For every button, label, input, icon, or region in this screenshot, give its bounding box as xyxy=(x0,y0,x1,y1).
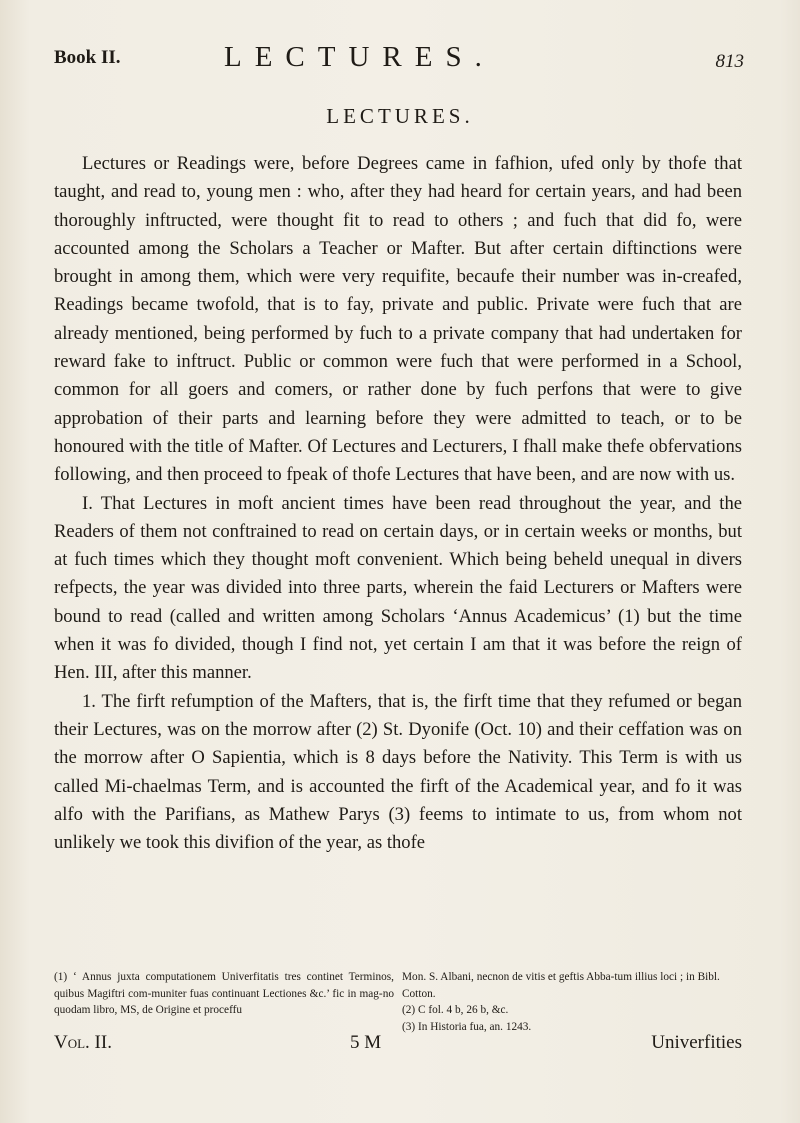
running-title: LECTURES. xyxy=(224,41,495,73)
section-title: LECTURES. xyxy=(326,104,474,128)
footnote-continuation: Mon. S. Albani, necnon de vitis et geftis Abba-tum illius loci ; in Bibl. Cotton. xyxy=(402,971,720,1000)
running-header xyxy=(54,41,744,81)
signature-mark: 5 M xyxy=(350,1032,382,1053)
catchword: Univerfities xyxy=(651,1032,742,1053)
page-number: 813 xyxy=(715,51,744,72)
footnote-left-column: (1) ‘ Annus juxta computationem Univerfitatis tres continet Terminos, quibus Magiftri com-muniter fuas continuant Lectiones &c.’ fic in mag-no quodam libro, MS, de Origine et proceffu xyxy=(54,971,394,1016)
footnote-right-column xyxy=(402,969,742,1035)
body-text xyxy=(54,150,742,857)
footnote-3: (3) In Historia fua, an. 1243. xyxy=(402,1020,532,1033)
paragraph-intro: Lectures or Readings were, before Degrees came in fafhion, ufed only by thofe that taught, and read to, young men : who, after they had heard for certain years, and had been thoroughly inftructed, were thought fit to read to others ; and fuch that did fo, were accounted among the Scholars a Teacher or Mafter. But after certain diftinctions were brought in among them, which were very requifite, becaufe their number was in-creafed, Readings became twofold, that is to fay, private and public. Private were fuch that are already mentioned, being performed by fuch to a private company that had undertaken for reward fake to inftruct. Public or common were fuch that were performed in a School, common for all goers and comers, or rather done by fuch perfons that were to give approbation of their parts and learning before they were admitted to teach, or to be honoured with the title of Mafter. Of Lectures and Lecturers, I fhall make thefe obfervations following, and then proceed to fpeak of thofe Lectures that have been, and are now with us. xyxy=(54,153,742,486)
paragraph-observation-1: I. That Lectures in moft ancient times have been read throughout the year, and the Readers of them not conftrained to read on certain days, or in certain weeks or months, but at fuch times which they thought moft convenient. Which being beheld unequal in divers refpects, the year was divided into three parts, wherein the faid Lecturers or Mafters were bound to read (called and written among Scholars ‘Annus Academicus’ (1) but the time when it was fo divided, though I find not, yet certain I am that it was before the reign of Hen. III, after this manner. xyxy=(54,492,742,684)
book-label: Book II. xyxy=(54,47,121,68)
page-footer xyxy=(54,1032,742,1058)
footnote-2: (2) C fol. 4 b, 26 b, &c. xyxy=(402,1004,509,1016)
paragraph-first-term: 1. The firft refumption of the Mafters, that is, the firft time that they refumed or began their Lectures, was on the morrow after (2) St. Dyonife (Oct. 10) and their ceffation was on the morrow after O Sapientia, which is 8 days before the Nativity. This Term is with us called Mi-chaelmas Term, and is accounted the firft of the Academical year, and fo it was alfo with the Parifians, as Mathew Parys (3) feems to intimate to us, from whom not unlikely we took this divifion of the year, as thofe xyxy=(54,690,742,854)
volume-label: Vol. II. xyxy=(54,1032,112,1053)
